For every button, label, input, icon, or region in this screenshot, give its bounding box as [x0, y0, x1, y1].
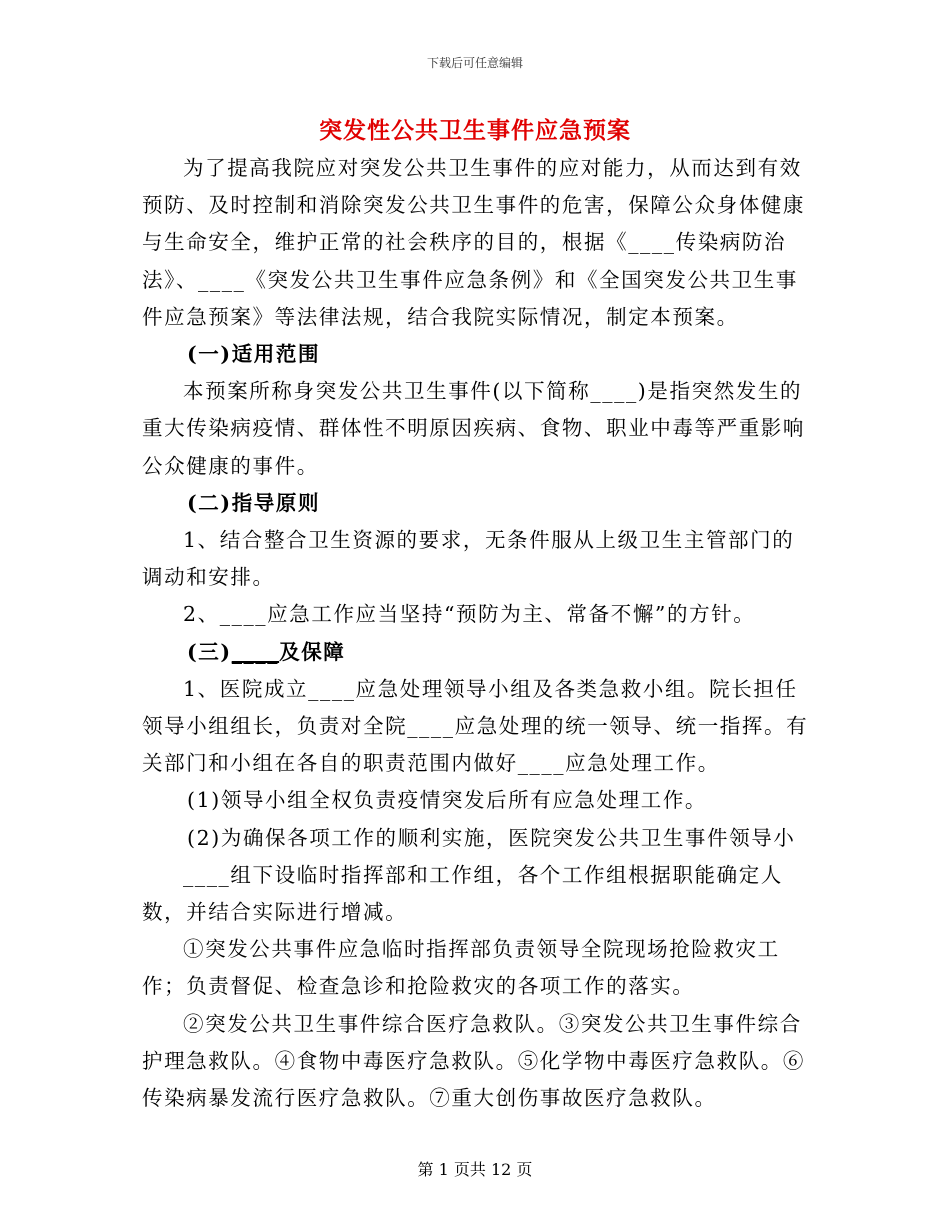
header-note: 下载后可任意编辑 [426, 56, 523, 70]
principle-heading: (二)指导原则 [187, 490, 321, 515]
page-footer: 第 1 页共 12 页 [417, 1160, 533, 1179]
scope-heading: (一)适用范围 [187, 342, 321, 367]
org-heading [142, 634, 812, 671]
org-heading-prefix: (三) [187, 639, 232, 664]
intro-paragraph: 为了提高我院应对突发公共卫生事件的应对能力，从而达到有效预防、及时控制和消除突发公共卫生事件的危害，保障公众身体健康与生命安全，维护正常的社会秩序的目的，根据《____传染病防治法》、____《突发公共卫生事件应急条例》和《全国突发公共卫生事件应急预案》等法律法规，结合我院实际情况，制定本预案。 [142, 156, 805, 329]
principle-item-1: 1、结合整合卫生资源的要求，无条件服从上级卫生主管部门的调动和安排。 [142, 528, 795, 590]
scope-paragraph: 本预案所称身突发公共卫生事件(以下简称____)是指突然发生的重大传染病疫情、群体性不明原因疾病、食物、职业中毒等严重影响公众健康的事件。 [142, 379, 805, 478]
org-item-1-2-rest: ____组下设临时指挥部和工作组，各个工作组根据职能确定人数，并结合实际进行增减。 [142, 862, 783, 925]
org-item-1-2-first-line: (2)为确保各项工作的顺利实施，医院突发公共卫生事件领导小 [187, 825, 796, 850]
org-item-1: 1、医院成立____应急处理领导小组及各类急救小组。院长担任领导小组组长，负责对全院____应急处理的统一领导、统一指挥。有关部门和小组在各自的职责范围内做好____应急处理工作。 [142, 676, 809, 776]
principle-item-2: 2、____应急工作应当坚持“预防为主、常备不懈”的方针。 [183, 602, 756, 627]
org-item-1-2-team-1: ①突发公共事件应急临时指挥部负责领导全院现场抢险救灾工作；负责督促、检查急诊和抢险救灾的各项工作的落实。 [142, 937, 780, 999]
org-item-1-2-teams: ②突发公共卫生事件综合医疗急救队。③突发公共卫生事件综合护理急救队。④食物中毒医疗急救队。⑤化学物中毒医疗急救队。⑥传染病暴发流行医疗急救队。⑦重大创伤事故医疗急救队。 [142, 1011, 805, 1111]
org-item-1-1: (1)领导小组全权负责疫情突发后所有应急处理工作。 [187, 788, 708, 813]
org-heading-blank: ____ [231, 639, 280, 664]
document-title: 突发性公共卫生事件应急预案 [319, 117, 631, 144]
org-heading-suffix: 及保障 [279, 639, 346, 664]
document-body [142, 150, 812, 1117]
